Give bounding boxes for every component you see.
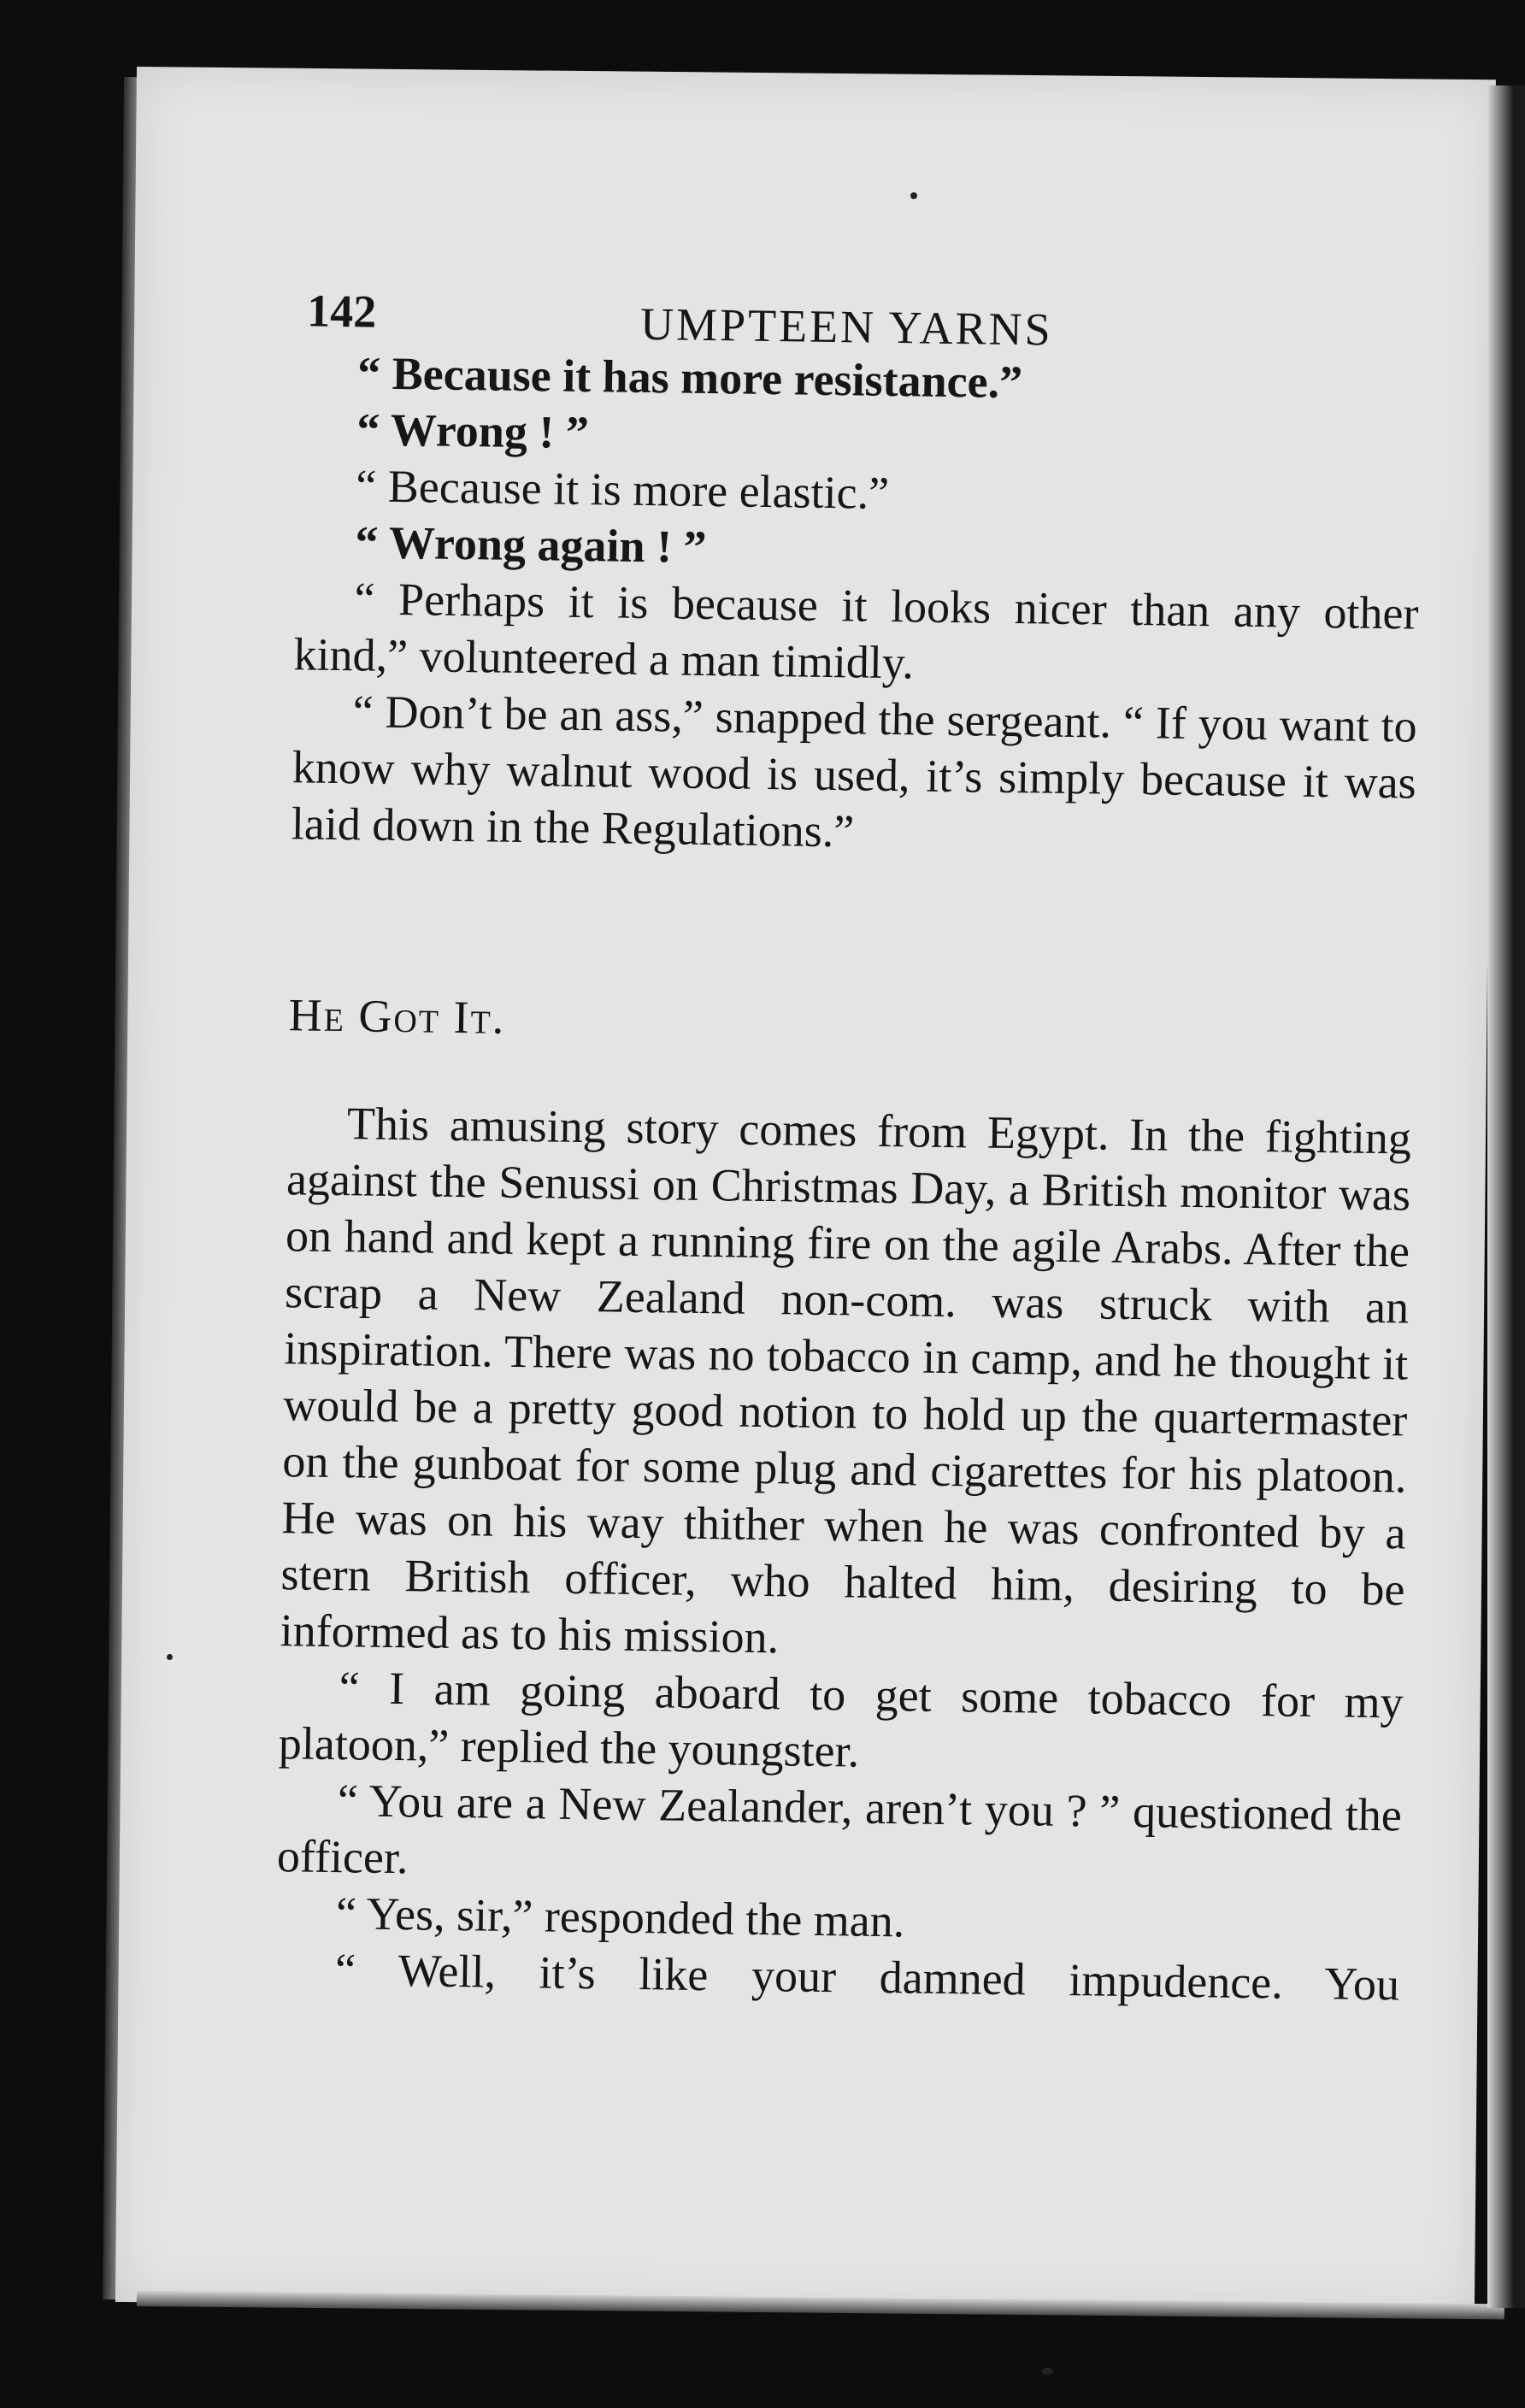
dialogue-line: “ Because it has more resistance.”: [356, 347, 1023, 409]
paragraph: “ Well, it’s like your damned impudence. You: [334, 1944, 1400, 2011]
paragraph: “ You are a New Zealander, aren’t you ? ” questioned the officer.: [276, 1775, 1403, 1884]
dialogue-line: “ Wrong ! ”: [356, 403, 590, 459]
paragraph: This amusing story comes from Egypt. In the fighting against the Senussi on Christmas Day, a British monitor was on hand and kept a running fire on the agile Arabs. After the scrap a New Zealand non-com. was struck with an inspiration. There was no tobacco in camp, and he thought it would be a pretty good notion to hold up the quartermaster on the gunboat for some plug and cigarettes for his platoon. He was on his way thither when he was confronted by a stern British officer, who halted him, desiring to be informed as to his mission.: [280, 1098, 1412, 1663]
dialogue-line: “ Because it is more elastic.”: [355, 460, 890, 519]
paragraph: “ I am going aboard to get some tobacco for my platoon,” replied the youngster.: [278, 1662, 1404, 1777]
paragraph: “ Yes, sir,” responded the man.: [335, 1887, 905, 1947]
dialogue-line: “ Wrong again ! ”: [355, 516, 707, 573]
paragraph: “ Don’t be an ass,” snapped the sergeant. “ If you want to know why walnut wood is used, it’s simply because it was laid down in the Regulations.”: [291, 686, 1418, 857]
paragraph: “ Perhaps it is because it looks nicer than any other kind,” volunteered a man timidly.: [293, 573, 1419, 689]
page-right-edge: [1487, 85, 1525, 2308]
speck-mark: [910, 192, 917, 199]
dialogue-block: [291, 344, 1422, 867]
story-block: [275, 1094, 1412, 2012]
running-title: UMPTEEN YARNS: [639, 297, 1054, 356]
page-number: 142: [306, 285, 377, 338]
section-heading: He Got It.: [288, 989, 506, 1044]
page-content: [134, 265, 1423, 2012]
speck-mark: [1041, 2368, 1053, 2375]
